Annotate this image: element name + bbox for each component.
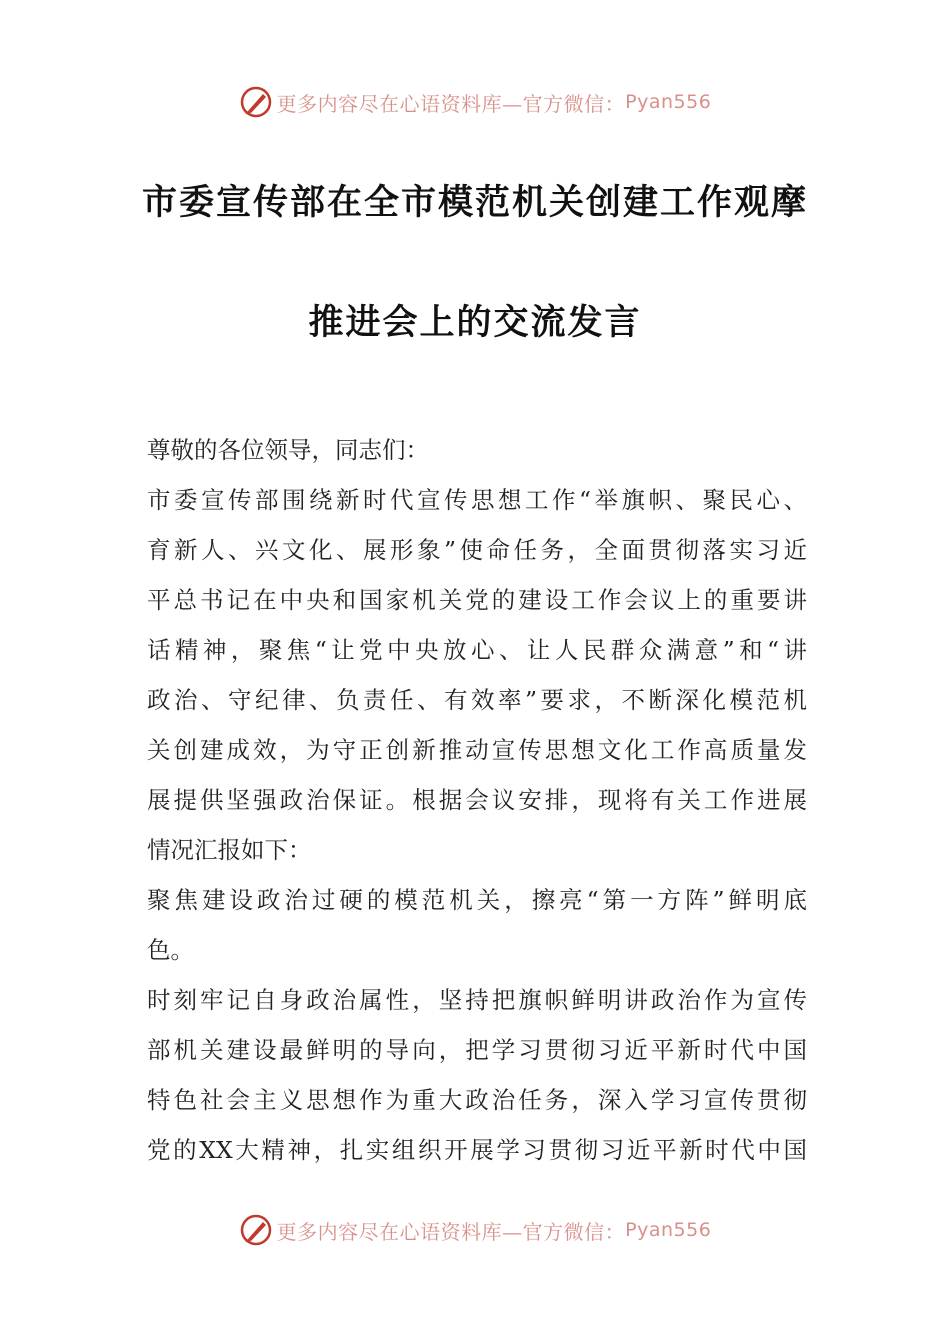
document-body: [147, 425, 807, 1175]
footer-banner: [0, 1210, 950, 1250]
text-line: 关创建成效，为守正创新推动宣传思想文化工作高质量发: [147, 736, 807, 764]
text-line: 党的XX大精神，扎实组织开展学习贯彻习近平新时代中国: [147, 1136, 807, 1164]
text-line: 聚焦建设政治过硬的模范机关，擦亮“第一方阵”鲜明底: [147, 886, 807, 914]
footer-banner-text: 更多内容尽在心语资料库—官方微信：: [276, 1219, 626, 1244]
header-banner: [0, 82, 950, 122]
text-line: 特色社会主义思想作为重大政治任务，深入学习宣传贯彻: [147, 1086, 807, 1114]
text-line: 色。: [147, 936, 194, 964]
salutation: 尊敬的各位领导，同志们：: [147, 436, 429, 464]
text-line: 平总书记在中央和国家机关党的建设工作会议上的重要讲: [147, 586, 807, 614]
text-line: 政治、守纪律、负责任、有效率”要求，不断深化模范机: [147, 686, 807, 714]
pen-logo-icon: [239, 1213, 273, 1247]
header-banner-text: 更多内容尽在心语资料库—官方微信：: [276, 91, 626, 116]
text-line: 时刻牢记自身政治属性，坚持把旗帜鲜明讲政治作为宣传: [147, 986, 807, 1014]
text-line: 育新人、兴文化、展形象”使命任务，全面贯彻落实习近: [147, 536, 807, 564]
text-line: 话精神，聚焦“让党中央放心、让人民群众满意”和“讲: [147, 636, 807, 664]
document-title-line-2: 推进会上的交流发言: [308, 302, 642, 343]
text-line: 展提供坚强政治保证。根据会议安排，现将有关工作进展: [147, 786, 807, 814]
document-title-line-1: 市委宣传部在全市模范机关创建工作观摩: [141, 182, 808, 223]
section-heading: [147, 875, 807, 975]
header-banner-account: Pyan556: [625, 91, 712, 113]
paragraph-2: [147, 975, 807, 1175]
pen-logo-icon: [239, 85, 273, 119]
footer-banner-account: Pyan556: [625, 1219, 712, 1241]
paragraph-1: [147, 475, 807, 875]
text-line: 市委宣传部围绕新时代宣传思想工作“举旗帜、聚民心、: [147, 486, 807, 514]
text-line: 情况汇报如下：: [147, 836, 312, 864]
text-line: 部机关建设最鲜明的导向，把学习贯彻习近平新时代中国: [147, 1036, 807, 1064]
